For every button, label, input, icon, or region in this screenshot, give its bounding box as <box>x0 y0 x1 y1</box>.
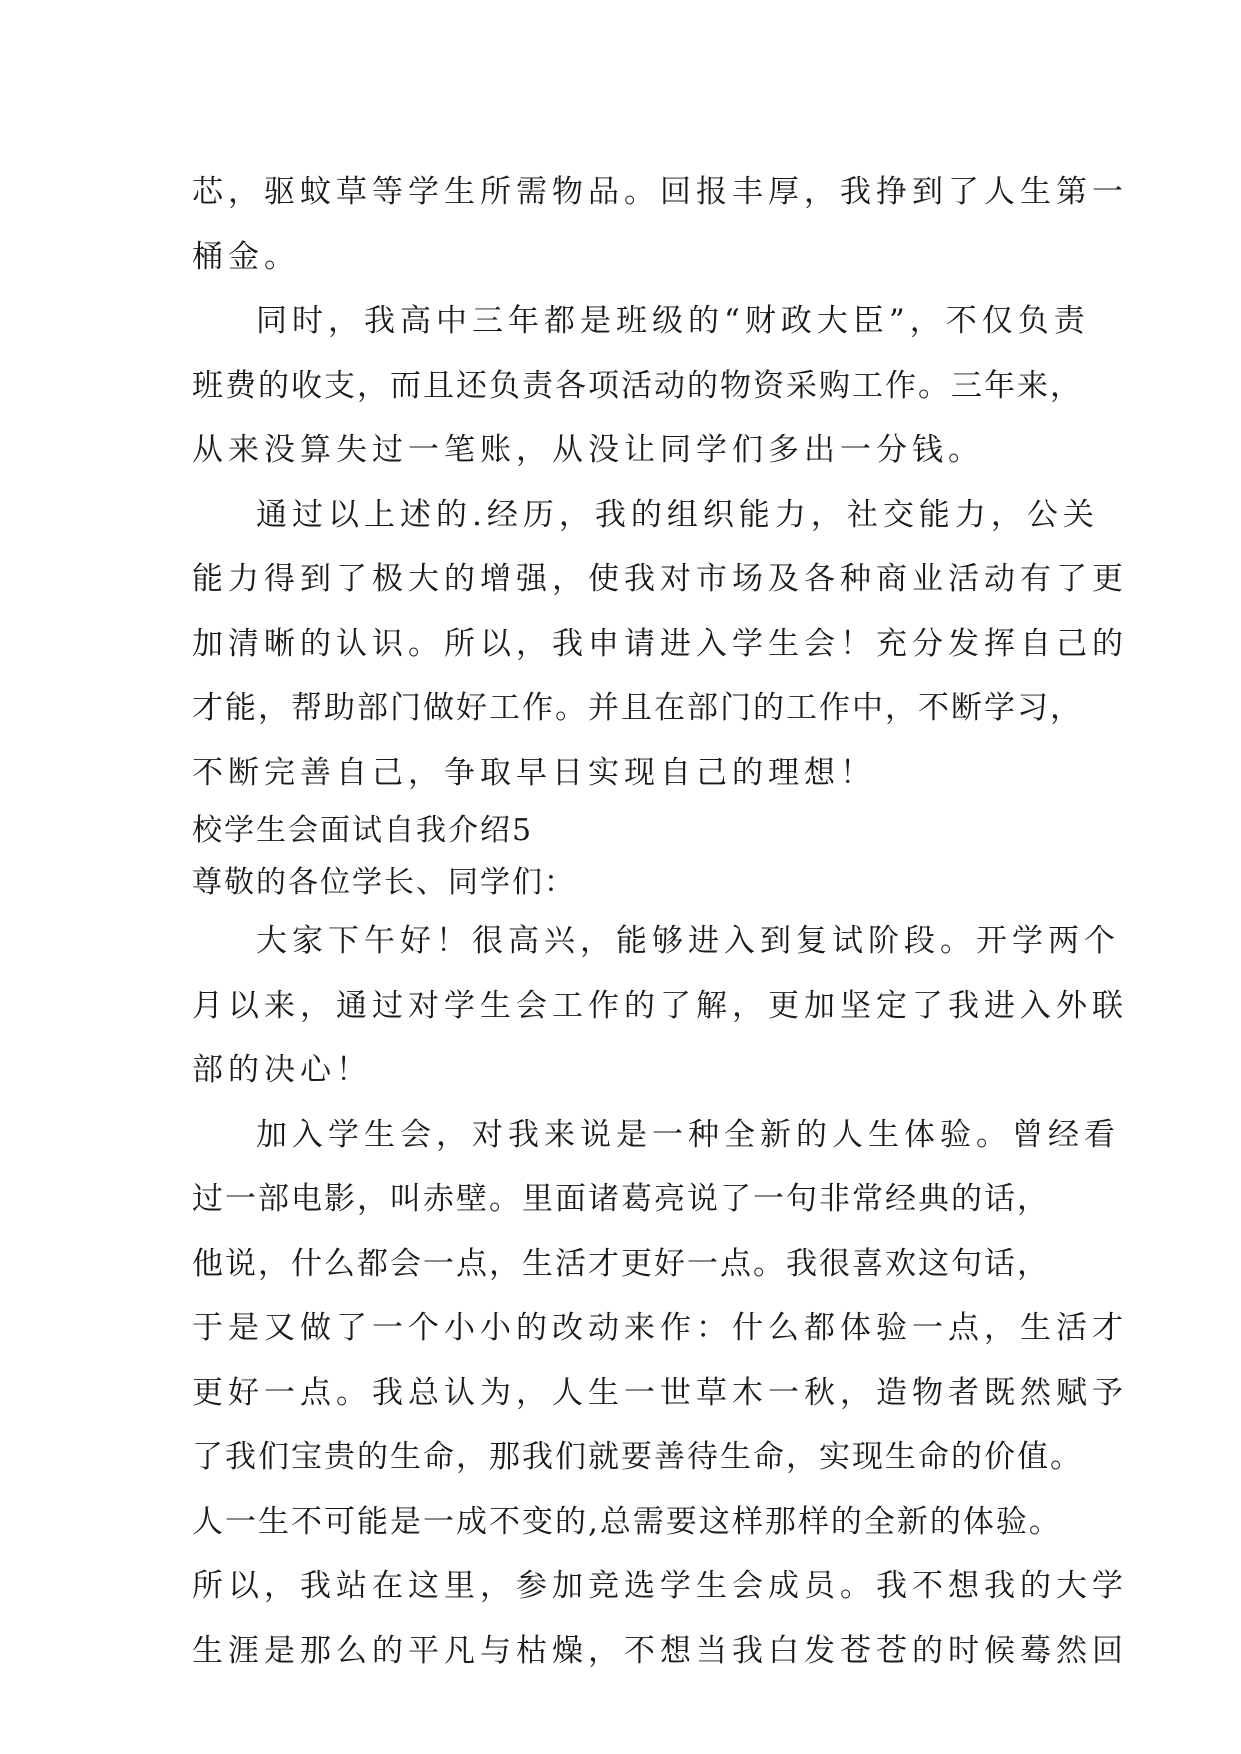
paragraph-start-line: 同时，我高中三年都是班级的“财政大臣”，不仅负责 <box>256 303 1090 339</box>
text-line: 于是又做了一个小小的改动来作：什么都体验一点，生活才 <box>192 1310 1128 1346</box>
text-line: 不断完善自己，争取早日实现自己的理想！ <box>192 754 876 791</box>
salutation: 尊敬的各位学长、同学们： <box>192 865 576 900</box>
text-line: 班费的收支，而且还负责各项活动的物资采购工作。三年来， <box>192 367 1083 404</box>
text-line: 部的决心！ <box>192 1052 372 1088</box>
text-line: 芯，驱蚊草等学生所需物品。回报丰厚，我挣到了人生第一 <box>192 174 1128 210</box>
text-line: 了我们宝贵的生命，那我们就要善待生命，实现生命的价值。 <box>192 1439 1083 1475</box>
text-line: 从来没算失过一笔账，从没让同学们多出一分钱。 <box>192 432 984 468</box>
text-line: 过一部电影，叫赤壁。里面诸葛亮说了一句非常经典的话， <box>192 1181 1050 1217</box>
text-line: 所以，我站在这里，参加竞选学生会成员。我不想我的大学 <box>192 1568 1128 1604</box>
text-line: 加清晰的认识。所以，我申请进入学生会！充分发挥自己的 <box>192 625 1128 662</box>
text-line: 能力得到了极大的增强，使我对市场及各种商业活动有了更 <box>192 561 1128 597</box>
paragraph-start-line: 加入学生会，对我来说是一种全新的人生体验。曾经看 <box>256 1116 1120 1153</box>
section-title: 校学生会面试自我介绍5 <box>192 813 534 848</box>
document-body <box>192 160 1128 1683</box>
text-line: 桶金。 <box>192 238 300 275</box>
paragraph-start-line: 大家下午好！很高兴，能够进入到复试阶段。开学两个 <box>256 923 1120 959</box>
text-line: 生涯是那么的平凡与枯燥，不想当我白发苍苍的时候蓦然回 <box>192 1632 1128 1669</box>
paragraph-start-line: 通过以上述的.经历，我的组织能力，社交能力，公关 <box>256 496 1099 533</box>
text-line: 更好一点。我总认为，人生一世草木一秋，造物者既然赋予 <box>192 1374 1128 1411</box>
text-line: 才能，帮助部门做好工作。并且在部门的工作中，不断学习， <box>192 690 1083 726</box>
text-line: 人一生不可能是一成不变的,总需要这样那样的全新的体验。 <box>192 1503 1062 1540</box>
text-line: 月以来，通过对学生会工作的了解，更加坚定了我进入外联 <box>192 987 1128 1024</box>
text-line: 他说，什么都会一点，生活才更好一点。我很喜欢这句话， <box>192 1245 1050 1282</box>
